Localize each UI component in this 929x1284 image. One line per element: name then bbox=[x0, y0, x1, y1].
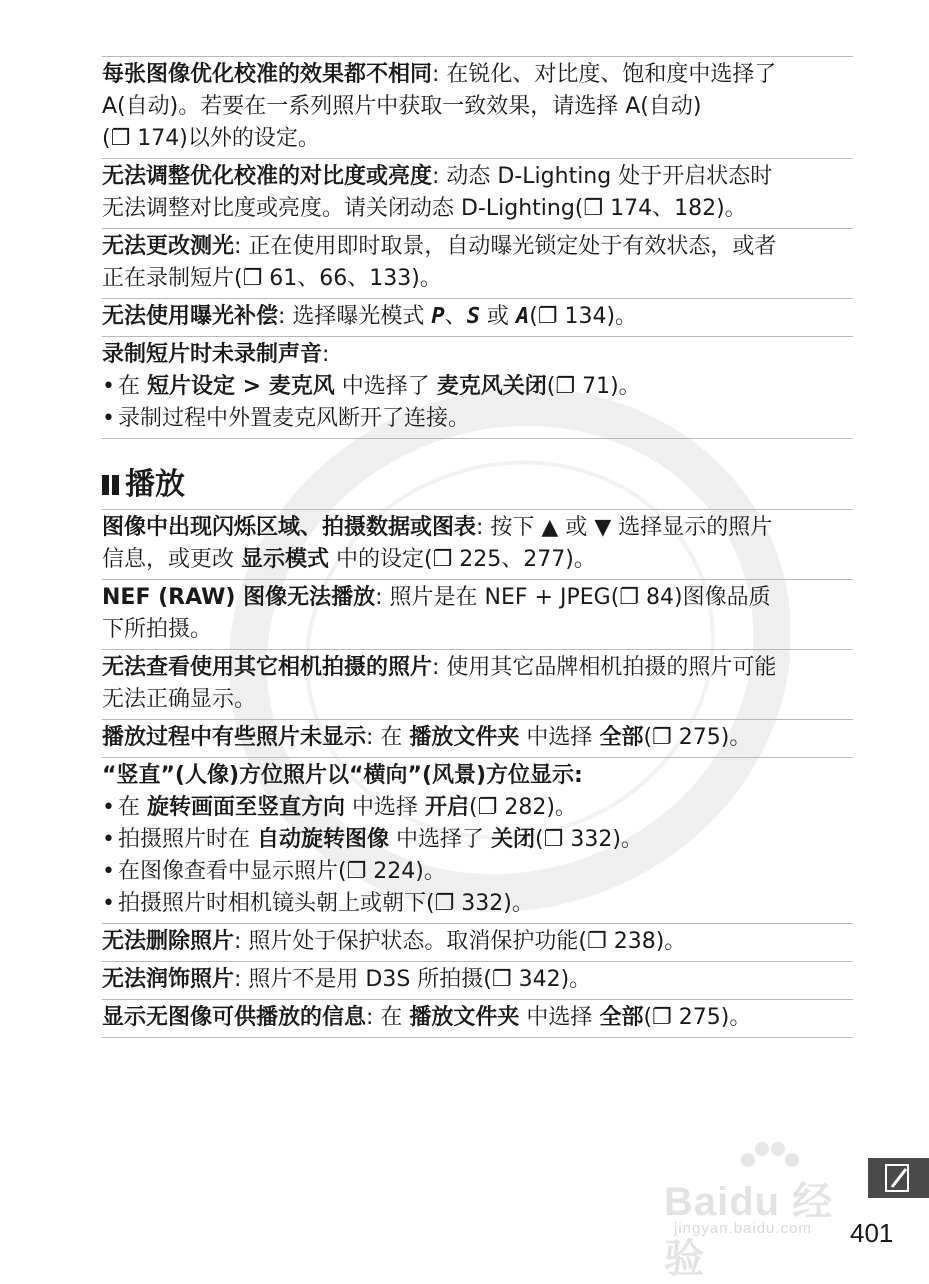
entry-picture-control-effects bbox=[102, 56, 853, 158]
entry-exposure-compensation bbox=[102, 298, 853, 336]
list-item bbox=[102, 856, 853, 888]
entry-line bbox=[102, 193, 853, 225]
menu-name: 播放文件夹 bbox=[409, 725, 520, 750]
entry-heading: 无法调整优化校准的对比度或亮度 bbox=[102, 164, 433, 189]
entry-line bbox=[102, 684, 853, 716]
colon: : bbox=[322, 342, 330, 367]
bullet-icon: • bbox=[102, 859, 115, 884]
menu-option: 开启 bbox=[425, 795, 470, 820]
item-text: 拍摄照片时在 bbox=[118, 827, 257, 852]
entry-line bbox=[102, 722, 853, 754]
entry-orientation bbox=[102, 757, 853, 923]
entry-line bbox=[102, 1002, 853, 1034]
entry-text: : 照片是在 NEF + JPEG(❐ 84)图像品质 bbox=[375, 585, 771, 610]
item-text: 中选择 bbox=[345, 795, 426, 820]
notes-icon bbox=[868, 1158, 929, 1198]
item-text: 中选择了 bbox=[334, 374, 437, 399]
item-text: 在 bbox=[118, 795, 147, 820]
mode-s-icon: S bbox=[466, 304, 480, 329]
baidu-url: jingyan.baidu.com bbox=[674, 1220, 812, 1237]
entry-text: : 照片不是用 D3S 所拍摄(❐ 342)。 bbox=[234, 967, 592, 992]
entry-line bbox=[102, 231, 853, 263]
entry-heading: “竖直”(人像)方位照片以“横向”(风景)方位显示: bbox=[102, 763, 583, 788]
entry-text: : 照片处于保护状态。取消保护功能(❐ 238)。 bbox=[234, 929, 687, 954]
entry-line bbox=[102, 91, 853, 123]
bullet-icon: • bbox=[102, 795, 115, 820]
entry-heading: 图像中出现闪烁区域、拍摄数据或图表 bbox=[102, 515, 477, 540]
entry-other-camera bbox=[102, 649, 853, 719]
entry-text: 中选择 bbox=[519, 725, 600, 750]
entry-line bbox=[102, 123, 853, 155]
entry-heading: 无法删除照片 bbox=[102, 929, 235, 954]
section-mark-icon bbox=[112, 475, 119, 495]
entry-folder-display bbox=[102, 719, 853, 757]
entry-text: 中的设定(❐ 225、277)。 bbox=[329, 547, 596, 572]
entry-cannot-retouch bbox=[102, 961, 853, 999]
entry-text: 信息，或更改 bbox=[102, 547, 241, 572]
entry-nef-playback bbox=[102, 579, 853, 649]
list-item bbox=[102, 888, 853, 920]
menu-option: 关闭 bbox=[491, 827, 536, 852]
menu-name: 显示模式 bbox=[241, 547, 330, 572]
menu-name: 播放文件夹 bbox=[409, 1005, 520, 1030]
menu-name: 旋转画面至竖直方向 bbox=[147, 795, 346, 820]
entry-no-image bbox=[102, 999, 853, 1038]
entry-text: (❐ 134)。 bbox=[529, 304, 638, 329]
entry-movie-sound bbox=[102, 336, 853, 438]
entry-heading: 播放过程中有些照片未显示 bbox=[102, 725, 367, 750]
bullet-icon: • bbox=[102, 406, 115, 431]
logo-part: 经验 bbox=[664, 1180, 834, 1281]
entry-cannot-delete bbox=[102, 923, 853, 961]
bullet-icon: • bbox=[102, 374, 115, 399]
list-item bbox=[102, 792, 853, 824]
item-text: 拍摄照片时相机镜头朝上或朝下(❐ 332)。 bbox=[118, 891, 534, 916]
menu-option: 全部 bbox=[599, 725, 644, 750]
entry-contrast-brightness bbox=[102, 158, 853, 228]
entry-line bbox=[102, 582, 853, 614]
entry-text: : 在 bbox=[366, 1005, 410, 1030]
entry-metering bbox=[102, 228, 853, 298]
item-text: 在图像查看中显示照片(❐ 224)。 bbox=[118, 859, 446, 884]
baidu-watermark bbox=[664, 1140, 864, 1281]
mode-a-icon: A bbox=[515, 304, 530, 329]
separator: 、 bbox=[444, 304, 467, 329]
or-text: 或 bbox=[479, 304, 516, 329]
entry-line bbox=[102, 59, 853, 91]
item-text: 录制过程中外置麦克风断开了连接。 bbox=[118, 406, 471, 431]
entry-heading: 无法使用曝光补偿 bbox=[102, 304, 279, 329]
entry-text: 正在录制短片(❐ 61、66、133)。 bbox=[102, 266, 442, 291]
item-text: (❐ 332)。 bbox=[535, 827, 643, 852]
entry-text: (❐ 275)。 bbox=[643, 725, 752, 750]
entry-line bbox=[102, 652, 853, 684]
list-item bbox=[102, 403, 853, 435]
entry-heading: 每张图像优化校准的效果都不相同 bbox=[102, 62, 433, 87]
entry-heading: 无法查看使用其它相机拍摄的照片 bbox=[102, 655, 433, 680]
menu-option: 全部 bbox=[599, 1005, 644, 1030]
entry-text: : 动态 D-Lighting 处于开启状态时 bbox=[432, 164, 773, 189]
entry-text: 下所拍摄。 bbox=[102, 617, 213, 642]
entry-line bbox=[102, 614, 853, 646]
item-text: 在 bbox=[118, 374, 147, 399]
entry-text: : 使用其它品牌相机拍摄的照片可能 bbox=[432, 655, 777, 680]
entry-text: : 正在使用即时取景，自动曝光锁定处于有效状态，或者 bbox=[234, 234, 777, 259]
entry-line bbox=[102, 926, 853, 958]
entry-text: : 选择曝光模式 bbox=[278, 304, 432, 329]
menu-name: 自动旋转图像 bbox=[257, 827, 390, 852]
list-item bbox=[102, 371, 853, 403]
bullet-icon: • bbox=[102, 891, 115, 916]
entry-line bbox=[102, 512, 853, 544]
entry-text: 中选择 bbox=[519, 1005, 600, 1030]
item-text: 中选择了 bbox=[389, 827, 492, 852]
entry-text: 无法调整对比度或亮度。请关闭动态 D-Lighting(❐ 174、182)。 bbox=[102, 196, 747, 221]
entry-text: : 按下 ▲ 或 ▼ 选择显示的照片 bbox=[476, 515, 773, 540]
entry-line bbox=[102, 301, 853, 333]
entry-line bbox=[102, 263, 853, 295]
entry-text: 无法正确显示。 bbox=[102, 687, 257, 712]
entry-heading: NEF (RAW) 图像无法播放 bbox=[102, 585, 376, 610]
page-number: 401 bbox=[850, 1218, 894, 1248]
section-mark-icon bbox=[102, 475, 109, 495]
logo-part: du bbox=[729, 1180, 781, 1224]
chapter-tab-icon bbox=[868, 1158, 929, 1198]
entry-text: : 在锐化、对比度、饱和度中选择了 bbox=[432, 62, 777, 87]
entry-line bbox=[102, 544, 853, 576]
entry-line bbox=[102, 339, 853, 371]
section-rule bbox=[102, 438, 853, 439]
menu-name: 短片设定 > 麦克风 bbox=[147, 374, 335, 399]
bullet-icon: • bbox=[102, 827, 115, 852]
logo-part: Bai bbox=[664, 1180, 730, 1224]
item-text: (❐ 282)。 bbox=[469, 795, 577, 820]
entry-text: (❐ 174)以外的设定。 bbox=[102, 126, 320, 151]
entry-line bbox=[102, 964, 853, 996]
section-title-playback bbox=[102, 465, 853, 505]
entry-highlights bbox=[102, 509, 853, 579]
entry-heading: 无法润饰照片 bbox=[102, 967, 235, 992]
entry-text: (❐ 275)。 bbox=[643, 1005, 752, 1030]
entry-heading: 显示无图像可供播放的信息 bbox=[102, 1005, 367, 1030]
entry-heading: 录制短片时未录制声音 bbox=[102, 342, 323, 367]
entry-heading: 无法更改测光 bbox=[102, 234, 235, 259]
item-text: (❐ 71)。 bbox=[546, 374, 641, 399]
menu-option: 麦克风关闭 bbox=[436, 374, 547, 399]
troubleshooting-list bbox=[102, 56, 853, 1038]
section-title: 播放 bbox=[125, 467, 185, 502]
mode-p-icon: P bbox=[431, 304, 445, 329]
entry-text: : 在 bbox=[366, 725, 410, 750]
list-item bbox=[102, 824, 853, 856]
entry-line bbox=[102, 760, 853, 792]
entry-text: A(自动)。若要在一系列照片中获取一致效果，请选择 A(自动) bbox=[102, 94, 702, 119]
entry-line bbox=[102, 161, 853, 193]
